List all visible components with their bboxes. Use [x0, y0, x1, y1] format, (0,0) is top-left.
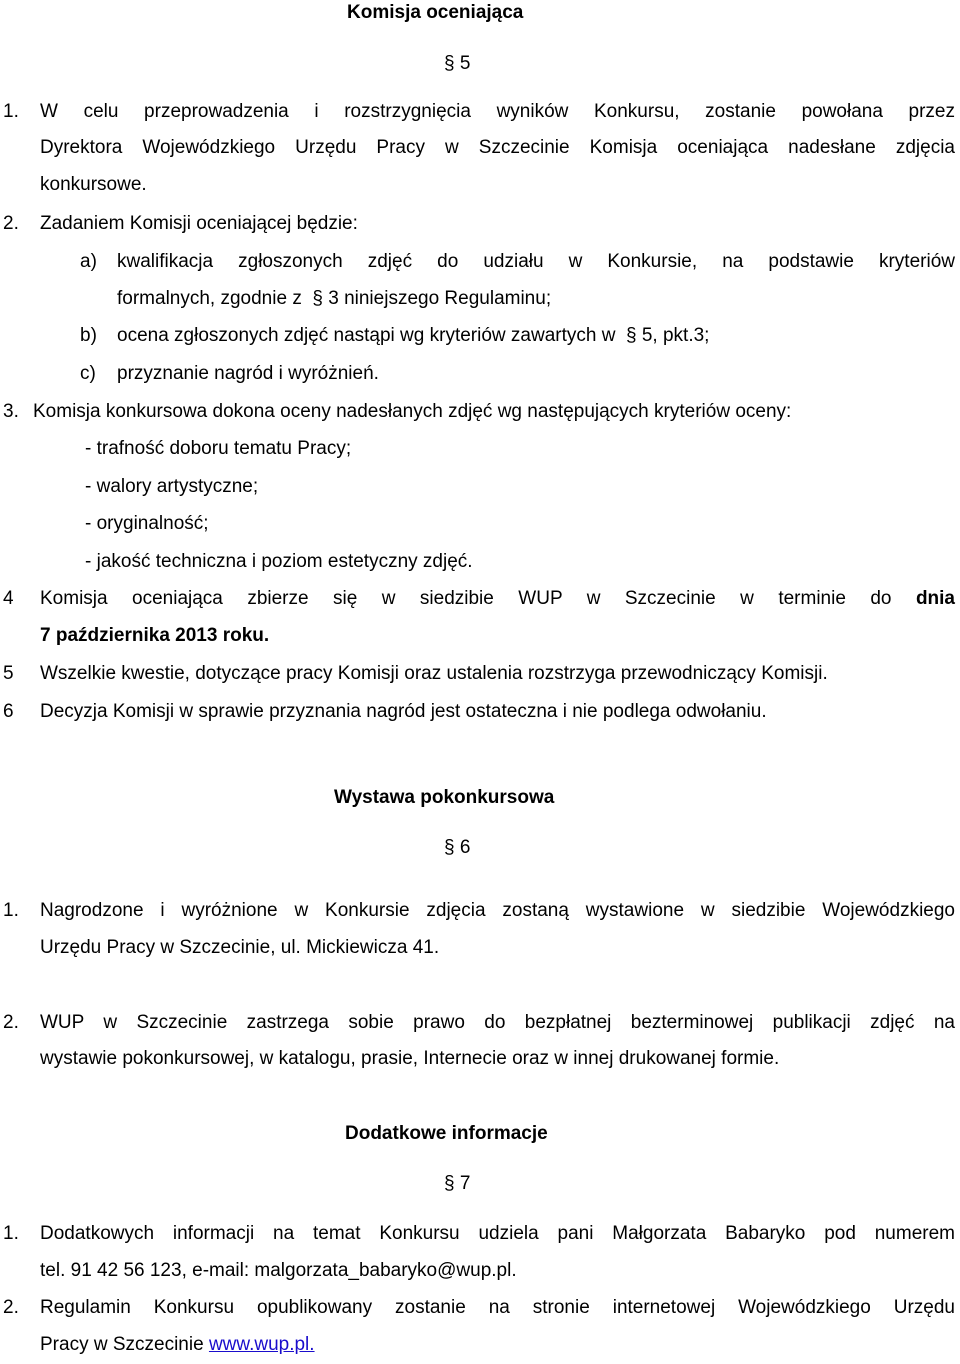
- section-number: 7: [459, 1173, 471, 1194]
- item-text: Dyrektora Wojewódzkiego Urzędu Pracy w Szczecinie Komisja oceniająca nadesłane zdjęcia: [40, 137, 955, 158]
- criteria-item: - walory artystyczne;: [85, 476, 259, 497]
- subitem-label: a): [80, 251, 97, 272]
- item-text: konkursowe.: [40, 174, 147, 195]
- item-text: Urzędu Pracy w Szczecinie, ul. Mickiewicza 41.: [40, 937, 440, 958]
- subitem-text: formalnych, zgodnie z § 3 niniejszego Regulaminu;: [117, 288, 552, 309]
- item-text: Zadaniem Komisji oceniającej będzie:: [40, 213, 358, 234]
- item-number: 2.: [3, 213, 19, 234]
- item-number: 4: [3, 588, 14, 609]
- subitem-text-part: 5, pkt.3;: [641, 325, 710, 346]
- subitem-text: kwalifikacja zgłoszonych zdjęć do udziału w Konkursie, na podstawie kryteriów: [117, 251, 955, 272]
- website-link[interactable]: www.wup.pl.: [208, 1334, 315, 1355]
- section-title-dodatkowe: Dodatkowe informacje: [345, 1123, 548, 1144]
- item-text: [40, 1333, 315, 1357]
- subitem-text-part: formalnych, zgodnie z: [117, 288, 302, 309]
- section-title-wystawa: Wystawa pokonkursowa: [334, 787, 555, 808]
- paragraph-sign-icon: § 7: [444, 1173, 471, 1194]
- section-number: 5: [459, 53, 471, 74]
- item-number: 1.: [3, 900, 19, 921]
- subitem-label: b): [80, 325, 97, 346]
- item-number: 1.: [3, 1223, 19, 1244]
- item-text: wystawie pokonkursowej, w katalogu, prasie, Internecie oraz w innej drukowanej formie.: [40, 1048, 780, 1069]
- item-text: Komisja konkursowa dokona oceny nadesłanych zdjęć wg następujących kryteriów oceny:: [33, 401, 792, 422]
- item-text: Dodatkowych informacji na temat Konkursu udziela pani Małgorzata Babaryko pod numerem: [40, 1223, 955, 1244]
- paragraph-sign-icon: § 5: [444, 53, 471, 74]
- item-text: Regulamin Konkursu opublikowany zostanie na stronie internetowej Wojewódzkiego Urzędu: [40, 1297, 955, 1318]
- item-text: tel. 91 42 56 123, e-mail: malgorzata_babaryko@wup.pl.: [40, 1260, 517, 1281]
- item-number: 5: [3, 663, 14, 684]
- criteria-item: - jakość techniczna i poziom estetyczny zdjęć.: [85, 551, 473, 572]
- subitem-text: przyznanie nagród i wyróżnień.: [117, 363, 379, 384]
- item-text-bold: 7 października 2013 roku.: [40, 625, 270, 646]
- criteria-item: - oryginalność;: [85, 513, 209, 534]
- item-number: 3.: [3, 401, 19, 422]
- item-number: 1.: [3, 101, 19, 122]
- criteria-item: - trafność doboru tematu Pracy;: [85, 438, 352, 459]
- item-text: WUP w Szczecinie zastrzega sobie prawo do bezpłatnej bezterminowej publikacji zdjęć na: [40, 1012, 955, 1033]
- subitem-label: c): [80, 363, 96, 384]
- item-text-part: Komisja oceniająca zbierze się w siedzibie WUP w Szczecinie w terminie do: [40, 588, 892, 609]
- subitem-text: ocena zgłoszonych zdjęć nastąpi wg kryteriów zawartych w § 5, pkt.3;: [117, 325, 710, 346]
- section-title-komisja: Komisja oceniająca: [347, 2, 524, 23]
- item-text: [40, 587, 955, 611]
- item-number: 2.: [3, 1297, 19, 1318]
- item-text: Nagrodzone i wyróżnione w Konkursie zdjęcia zostaną wystawione w siedzibie Wojewódzkiego: [40, 900, 955, 921]
- item-text-part: Pracy w Szczecinie: [40, 1334, 204, 1355]
- item-number: 2.: [3, 1012, 19, 1033]
- paragraph-sign-icon: § 6: [444, 837, 471, 858]
- item-text-bold: dnia: [915, 588, 955, 609]
- subitem-text-part: 3 niniejszego Regulaminu;: [328, 288, 552, 309]
- item-text: Decyzja Komisji w sprawie przyznania nagród jest ostateczna i nie podlega odwołaniu.: [40, 701, 767, 722]
- item-text: Wszelkie kwestie, dotyczące pracy Komisji oraz ustalenia rozstrzyga przewodniczący Komisji.: [40, 663, 828, 684]
- item-number: 6: [3, 701, 14, 722]
- subitem-text-part: ocena zgłoszonych zdjęć nastąpi wg kryteriów zawartych w: [117, 325, 616, 346]
- item-text: W celu przeprowadzenia i rozstrzygnięcia wyników Konkursu, zostanie powołana przez: [40, 101, 955, 122]
- section-number: 6: [459, 837, 471, 858]
